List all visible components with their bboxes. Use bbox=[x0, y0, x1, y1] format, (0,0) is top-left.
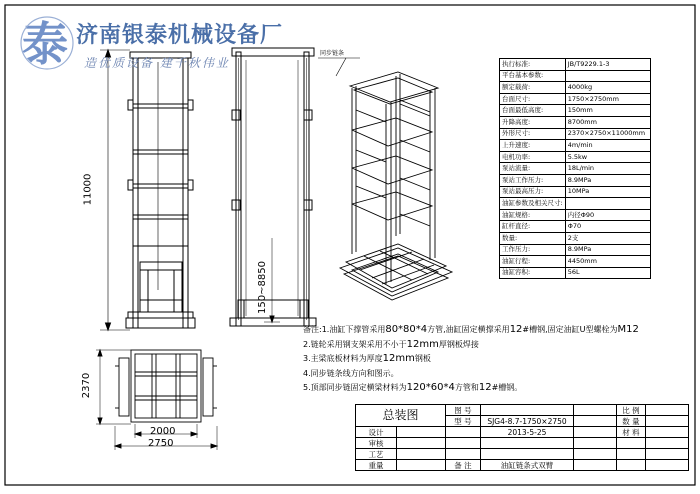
param-value: 1750×2750mm bbox=[565, 93, 650, 105]
note-line bbox=[303, 352, 639, 367]
param-row bbox=[500, 140, 651, 152]
param-row bbox=[500, 82, 651, 94]
note-segment: 12 bbox=[478, 382, 492, 393]
craft-label: 工艺 bbox=[356, 449, 397, 460]
param-value: 150mm bbox=[565, 105, 650, 117]
title-block bbox=[355, 404, 689, 471]
param-value: 56L bbox=[565, 267, 650, 279]
param-key: 平台基本参数: bbox=[500, 70, 566, 82]
dim-depth-side: 2370 bbox=[81, 372, 93, 399]
param-key: 油缸规格: bbox=[500, 209, 566, 221]
param-value: 5.5kw bbox=[565, 151, 650, 163]
note-segment: 12mm bbox=[406, 338, 439, 350]
param-key: 数量: bbox=[500, 232, 566, 244]
param-value: 2370×2750×11000mm bbox=[565, 128, 650, 140]
dim-width-total: 2750 bbox=[148, 438, 174, 449]
note-segment: 2.链轮采用钢支架采用不小于 bbox=[303, 339, 407, 349]
company-slogan: 造优质设备 建千秋伟业 bbox=[84, 56, 230, 70]
quantity-label: 数 量 bbox=[617, 416, 646, 427]
front-elevation-view bbox=[100, 50, 195, 330]
review-label: 审核 bbox=[356, 438, 397, 449]
param-row bbox=[500, 163, 651, 175]
param-row bbox=[500, 198, 651, 210]
note-segment: 钢板 bbox=[414, 354, 431, 363]
param-key: 油缸参数及相关尺寸: bbox=[500, 198, 566, 210]
param-value: Φ70 bbox=[565, 221, 650, 233]
param-key: 台面尺寸: bbox=[500, 93, 566, 105]
side-elevation-view bbox=[230, 48, 316, 326]
note-segment: 4.同步链条线方向和图示。 bbox=[303, 368, 399, 378]
note-line bbox=[303, 367, 639, 382]
isometric-view bbox=[318, 58, 452, 300]
notes-block bbox=[303, 323, 639, 396]
material-label: 材 料 bbox=[617, 427, 646, 438]
param-value: 4000kg bbox=[565, 82, 650, 94]
param-value: 2支 bbox=[565, 232, 650, 244]
note-segment: 80*80*4 bbox=[385, 324, 428, 335]
dim-height-pit: 150~8850 bbox=[256, 261, 268, 314]
param-value: 8700mm bbox=[565, 116, 650, 128]
param-row bbox=[500, 232, 651, 244]
drawing-no-label: 图 号 bbox=[446, 405, 481, 416]
param-row bbox=[500, 105, 651, 117]
dim-height-total: 11000 bbox=[82, 173, 94, 206]
company-logo bbox=[18, 14, 284, 76]
note-segment: M12 bbox=[617, 324, 639, 335]
drawing-title: 总装图 bbox=[356, 405, 446, 427]
model-value: SJG4-8.7-1750×2750 bbox=[481, 416, 574, 427]
remark-value: 油缸链条式双臂 bbox=[481, 460, 574, 471]
param-row bbox=[500, 244, 651, 256]
remark-label: 备 注 bbox=[446, 460, 481, 471]
param-row bbox=[500, 256, 651, 268]
param-row bbox=[500, 59, 651, 71]
weight-label: 重量 bbox=[356, 460, 397, 471]
param-key: 额定载荷: bbox=[500, 82, 566, 94]
param-row bbox=[500, 174, 651, 186]
param-value: 8.9MPa bbox=[565, 244, 650, 256]
param-row bbox=[500, 128, 651, 140]
note-segment: 12mm bbox=[382, 353, 415, 364]
parameter-table bbox=[499, 58, 651, 279]
param-value: 4450mm bbox=[565, 256, 650, 268]
svg-text:泰: 泰 bbox=[22, 17, 68, 71]
param-key: 外形尺寸: bbox=[500, 128, 566, 140]
param-key: 油缸容积: bbox=[500, 267, 566, 279]
param-row bbox=[500, 93, 651, 105]
note-segment: #槽钢。 bbox=[491, 383, 523, 392]
param-row bbox=[500, 70, 651, 82]
param-key: 油缸行程: bbox=[500, 256, 566, 268]
param-value: 8.9MPa bbox=[565, 174, 650, 186]
param-key: 泵站工作压力: bbox=[500, 174, 566, 186]
param-key: 台面最低高度: bbox=[500, 105, 566, 117]
param-key: 泵站流量: bbox=[500, 163, 566, 175]
param-value: 18L/min bbox=[565, 163, 650, 175]
scale-label: 比 例 bbox=[617, 405, 646, 416]
param-value: 内径Φ90 bbox=[565, 209, 650, 221]
param-key: 电机功率: bbox=[500, 151, 566, 163]
param-value: 4m/min bbox=[565, 140, 650, 152]
logo-mark-icon bbox=[18, 14, 76, 72]
note-segment: 厚钢板焊接 bbox=[438, 339, 479, 349]
design-label: 设计 bbox=[356, 427, 397, 438]
company-name: 济南银泰机械设备厂 bbox=[76, 22, 284, 48]
param-row bbox=[500, 116, 651, 128]
param-value bbox=[565, 198, 650, 210]
param-key: 上升速度: bbox=[500, 140, 566, 152]
note-segment: 3.主梁底板材料为厚度 bbox=[303, 354, 383, 363]
param-value: JB/T9229.1-3 bbox=[565, 59, 650, 71]
param-row bbox=[500, 221, 651, 233]
note-line bbox=[303, 323, 639, 338]
param-key: 执行标准: bbox=[500, 59, 566, 71]
chain-annotation: 同步链条 bbox=[320, 50, 345, 57]
param-key: 工作压力: bbox=[500, 244, 566, 256]
note-segment: 120*60*4 bbox=[406, 382, 455, 393]
note-line bbox=[303, 381, 639, 396]
model-label: 型 号 bbox=[446, 416, 481, 427]
param-key: 升降高度: bbox=[500, 116, 566, 128]
note-segment: 12 bbox=[509, 324, 523, 335]
param-row bbox=[500, 186, 651, 198]
param-row bbox=[500, 209, 651, 221]
note-segment: 方管,油缸固定横撑采用 bbox=[427, 325, 510, 334]
param-value: 10MPa bbox=[565, 186, 650, 198]
param-value bbox=[565, 70, 650, 82]
note-line bbox=[303, 338, 639, 353]
note-segment: #槽钢,固定油缸U型螺栓为 bbox=[522, 325, 618, 334]
param-row bbox=[500, 267, 651, 279]
param-key: 缸杆直径: bbox=[500, 221, 566, 233]
note-segment: 5.顶部同步链固定横梁材料为 bbox=[303, 383, 407, 392]
param-key: 泵站最高压力: bbox=[500, 186, 566, 198]
note-segment: 备注:1.油缸下撑管采用 bbox=[303, 325, 386, 334]
design-date: 2013-5-25 bbox=[481, 427, 574, 438]
param-row bbox=[500, 151, 651, 163]
dim-width-front: 2000 bbox=[150, 426, 176, 437]
note-segment: 方管和 bbox=[454, 383, 479, 392]
